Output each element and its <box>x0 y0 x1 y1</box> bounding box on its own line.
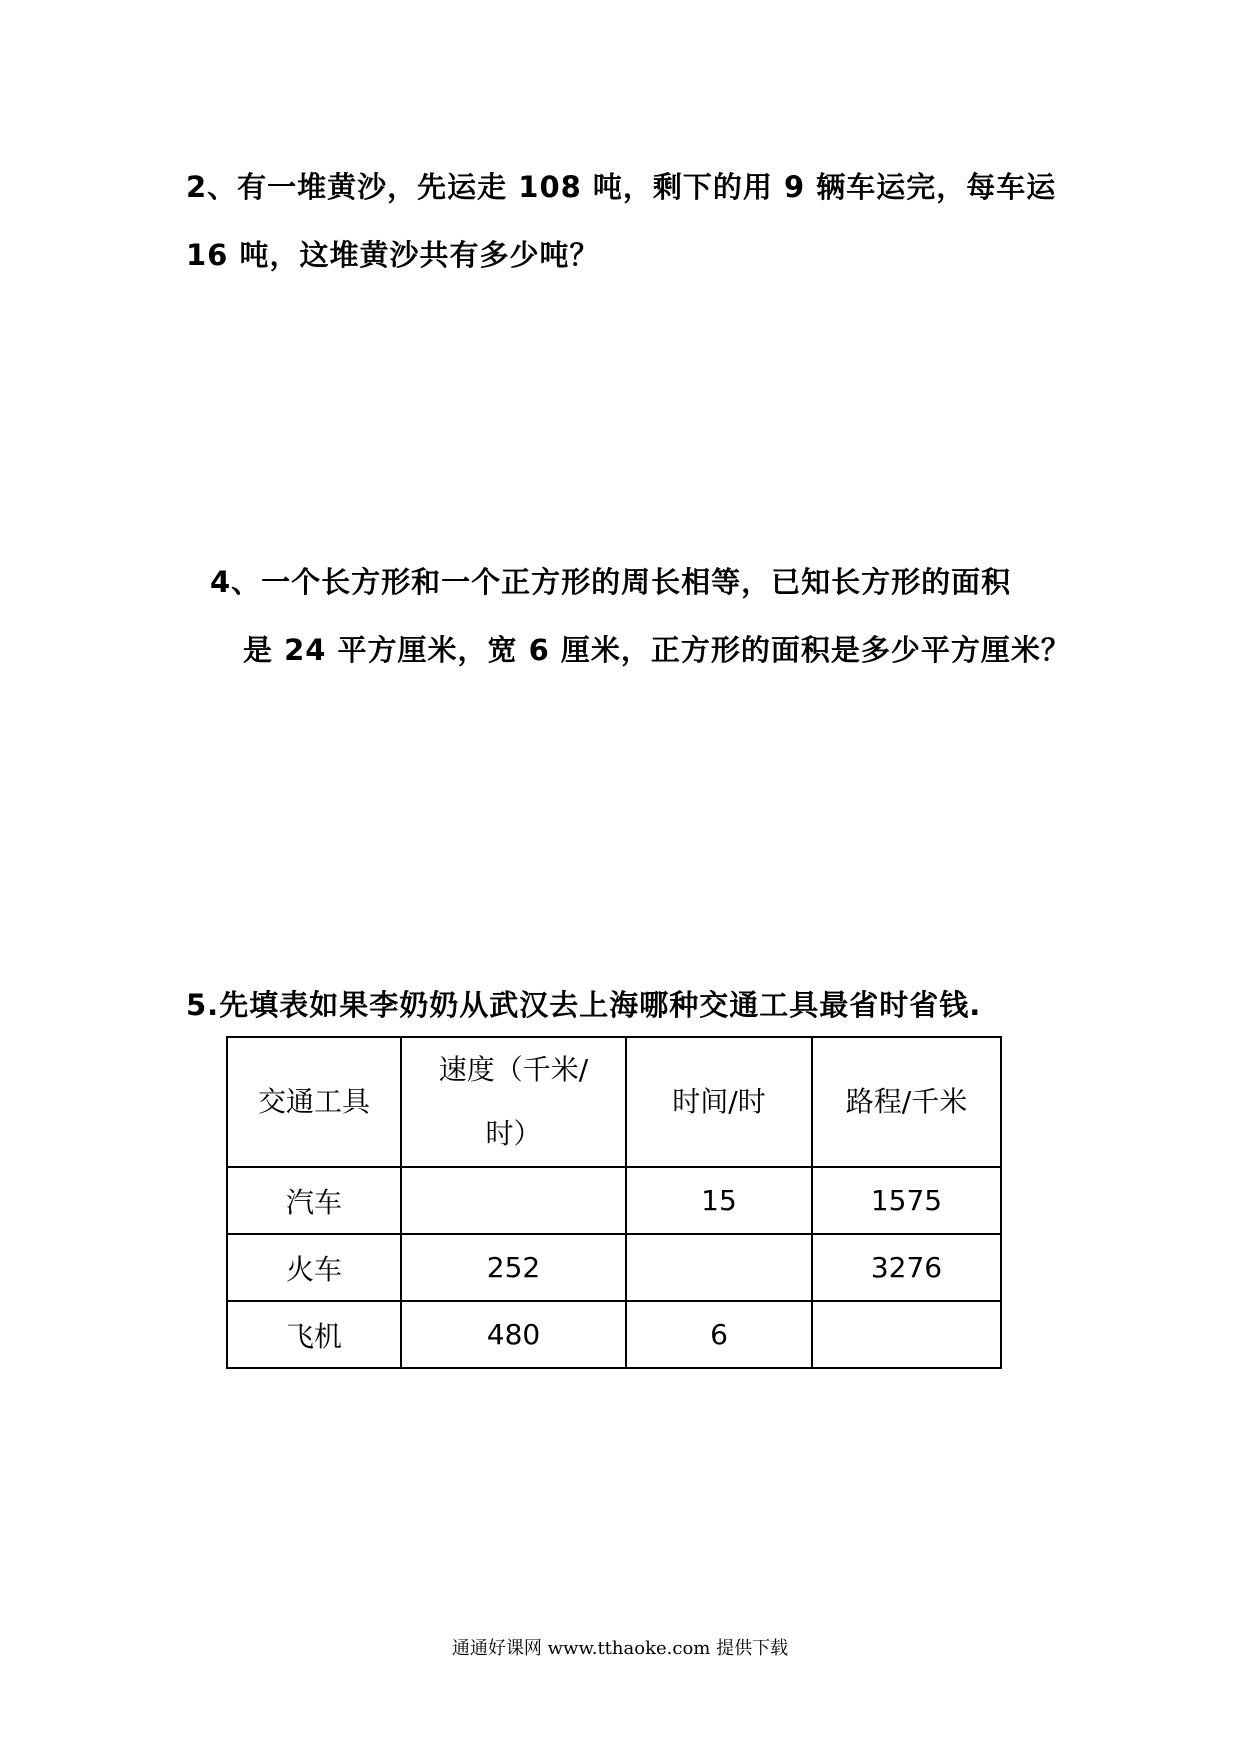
table-header-row <box>227 1037 1001 1167</box>
header-distance: 路程/千米 <box>812 1037 1001 1167</box>
header-speed: 速度（千米/时） <box>401 1037 626 1167</box>
cell-speed: 252 <box>401 1234 626 1301</box>
question-4-line-2: 是 24 平方厘米，宽 6 厘米，正方形的面积是多少平方厘米？ <box>243 633 1071 667</box>
question-4-line-1: 4、一个长方形和一个正方形的周长相等，已知长方形的面积 <box>210 565 1012 599</box>
table-row <box>227 1301 1001 1368</box>
cell-time: 15 <box>626 1167 812 1234</box>
table-row <box>227 1167 1001 1234</box>
cell-vehicle: 飞机 <box>227 1301 401 1368</box>
table-row <box>227 1234 1001 1301</box>
cell-time <box>626 1234 812 1301</box>
transport-table <box>226 1036 1002 1369</box>
cell-time: 6 <box>626 1301 812 1368</box>
cell-distance: 3276 <box>812 1234 1001 1301</box>
question-5-title: 5.先填表如果李奶奶从武汉去上海哪种交通工具最省时省钱. <box>186 988 982 1022</box>
cell-speed: 480 <box>401 1301 626 1368</box>
cell-vehicle: 火车 <box>227 1234 401 1301</box>
footer-source-text: 通通好课网 www.tthaoke.com 提供下载 <box>451 1638 789 1659</box>
question-2-line-1: 2、有一堆黄沙，先运走 108 吨，剩下的用 9 辆车运完，每车运 <box>186 170 1057 204</box>
cell-vehicle: 汽车 <box>227 1167 401 1234</box>
header-vehicle: 交通工具 <box>227 1037 401 1167</box>
cell-distance <box>812 1301 1001 1368</box>
cell-speed <box>401 1167 626 1234</box>
header-time: 时间/时 <box>626 1037 812 1167</box>
question-2-line-2: 16 吨，这堆黄沙共有多少吨？ <box>186 238 600 272</box>
cell-distance: 1575 <box>812 1167 1001 1234</box>
